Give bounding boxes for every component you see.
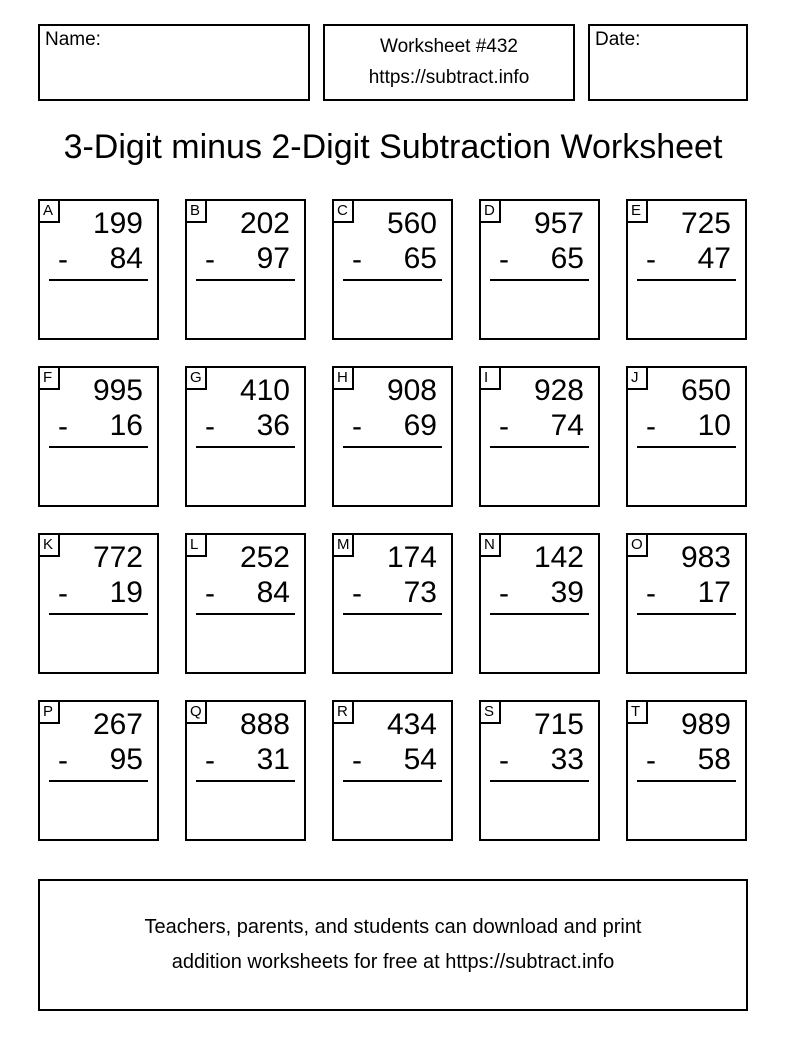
problem-letter: A [40, 201, 60, 223]
subtrahend: 97 [256, 242, 290, 275]
subtrahend: 84 [256, 576, 290, 609]
minus-sign: - [646, 410, 656, 443]
minuend: 928 [533, 374, 584, 407]
problem-letter: P [40, 702, 60, 724]
minus-sign: - [205, 577, 215, 610]
subtrahend: 19 [109, 576, 143, 609]
minus-sign: - [58, 243, 68, 276]
minus-sign: - [205, 410, 215, 443]
answer-line [637, 446, 736, 448]
subtrahend: 58 [697, 743, 731, 776]
subtrahend: 17 [697, 576, 731, 609]
problem-card[interactable] [479, 199, 600, 340]
name-field[interactable] [38, 24, 310, 101]
problem-card[interactable] [626, 199, 747, 340]
answer-line [490, 279, 589, 281]
problem-card[interactable] [626, 533, 747, 674]
answer-line [343, 279, 442, 281]
problem-letter: D [481, 201, 501, 223]
problem-card[interactable] [626, 366, 747, 507]
minuend: 725 [680, 207, 731, 240]
date-label: Date: [595, 29, 641, 50]
minuend: 267 [92, 708, 143, 741]
answer-line [49, 446, 148, 448]
minus-sign: - [499, 243, 509, 276]
minuend: 199 [92, 207, 143, 240]
answer-line [343, 613, 442, 615]
problem-letter: T [628, 702, 648, 724]
minuend: 772 [92, 541, 143, 574]
problem-card[interactable] [185, 533, 306, 674]
minuend: 888 [239, 708, 290, 741]
subtrahend: 65 [550, 242, 584, 275]
minuend: 989 [680, 708, 731, 741]
answer-line [196, 446, 295, 448]
answer-line [196, 613, 295, 615]
minus-sign: - [499, 744, 509, 777]
subtrahend: 74 [550, 409, 584, 442]
problem-letter: R [334, 702, 354, 724]
subtrahend: 10 [697, 409, 731, 442]
minus-sign: - [58, 744, 68, 777]
problem-card[interactable] [479, 533, 600, 674]
subtrahend: 84 [109, 242, 143, 275]
subtrahend: 54 [403, 743, 437, 776]
problem-card[interactable] [479, 366, 600, 507]
worksheet-number: Worksheet #432 [379, 36, 518, 57]
problem-card[interactable] [332, 700, 453, 841]
problem-letter: B [187, 201, 207, 223]
minuend: 560 [386, 207, 437, 240]
minuend: 995 [92, 374, 143, 407]
minuend: 174 [386, 541, 437, 574]
answer-line [637, 780, 736, 782]
problem-card[interactable] [185, 700, 306, 841]
answer-line [637, 279, 736, 281]
problem-card[interactable] [38, 366, 159, 507]
subtrahend: 65 [403, 242, 437, 275]
answer-line [343, 446, 442, 448]
problem-letter: O [628, 535, 648, 557]
answer-line [49, 279, 148, 281]
problem-letter: J [628, 368, 648, 390]
subtrahend: 95 [109, 743, 143, 776]
minus-sign: - [352, 410, 362, 443]
answer-line [490, 613, 589, 615]
minus-sign: - [352, 577, 362, 610]
problem-letter: F [40, 368, 60, 390]
problem-card[interactable] [479, 700, 600, 841]
minuend: 650 [680, 374, 731, 407]
problem-card[interactable] [185, 199, 306, 340]
problem-letter: K [40, 535, 60, 557]
date-field[interactable] [588, 24, 748, 101]
minuend: 434 [386, 708, 437, 741]
problem-card[interactable] [626, 700, 747, 841]
minus-sign: - [205, 243, 215, 276]
problem-letter: E [628, 201, 648, 223]
name-label: Name: [45, 29, 101, 50]
minuend: 202 [239, 207, 290, 240]
problem-card[interactable] [332, 366, 453, 507]
minuend: 983 [680, 541, 731, 574]
answer-line [637, 613, 736, 615]
answer-line [196, 279, 295, 281]
worksheet-url: https://subtract.info [368, 67, 530, 88]
minus-sign: - [58, 577, 68, 610]
subtrahend: 73 [403, 576, 437, 609]
problem-card[interactable] [38, 199, 159, 340]
minus-sign: - [58, 410, 68, 443]
minus-sign: - [352, 243, 362, 276]
footer-line-1: Teachers, parents, and students can download and print [144, 916, 642, 938]
answer-line [343, 780, 442, 782]
answer-line [196, 780, 295, 782]
problem-card[interactable] [38, 533, 159, 674]
problem-letter: M [334, 535, 354, 557]
minuend: 957 [533, 207, 584, 240]
problem-letter: L [187, 535, 207, 557]
page-title: 3-Digit minus 2-Digit Subtraction Worksheet [63, 128, 723, 166]
minuend: 715 [533, 708, 584, 741]
problem-letter: Q [187, 702, 207, 724]
minus-sign: - [499, 410, 509, 443]
subtrahend: 36 [256, 409, 290, 442]
minus-sign: - [352, 744, 362, 777]
subtrahend: 16 [109, 409, 143, 442]
answer-line [49, 613, 148, 615]
problem-card[interactable] [38, 700, 159, 841]
problem-card[interactable] [185, 366, 306, 507]
minuend: 908 [386, 374, 437, 407]
answer-line [49, 780, 148, 782]
problem-letter: C [334, 201, 354, 223]
subtrahend: 69 [403, 409, 437, 442]
problem-letter: G [187, 368, 207, 390]
problem-letter: H [334, 368, 354, 390]
worksheet-info-box [323, 24, 575, 101]
minus-sign: - [646, 577, 656, 610]
problem-letter: S [481, 702, 501, 724]
footer-line-2: addition worksheets for free at https://subtract.info [171, 951, 615, 973]
minuend: 142 [533, 541, 584, 574]
answer-line [490, 780, 589, 782]
minuend: 410 [239, 374, 290, 407]
problem-letter: N [481, 535, 501, 557]
problem-card[interactable] [332, 533, 453, 674]
minus-sign: - [205, 744, 215, 777]
problem-card[interactable] [332, 199, 453, 340]
minus-sign: - [646, 744, 656, 777]
footer-box [38, 879, 748, 1011]
subtrahend: 39 [550, 576, 584, 609]
subtrahend: 31 [256, 743, 290, 776]
subtrahend: 47 [697, 242, 731, 275]
minus-sign: - [499, 577, 509, 610]
minuend: 252 [239, 541, 290, 574]
minus-sign: - [646, 243, 656, 276]
subtrahend: 33 [550, 743, 584, 776]
problem-letter: I [481, 368, 501, 390]
answer-line [490, 446, 589, 448]
